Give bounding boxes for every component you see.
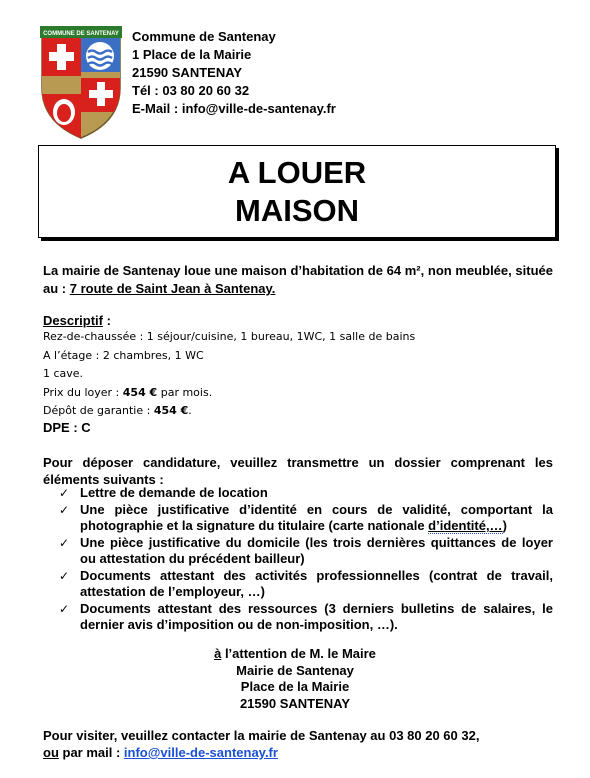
desc-rent: Prix du loyer : 454 € par mois. [43,385,213,399]
dpe-rating: DPE : C [43,420,91,435]
descriptif-heading: Descriptif : [43,313,111,328]
title-line-2: MAISON [235,193,359,228]
intro-paragraph [43,262,553,298]
desc-ground-floor: Rez-de-chaussée : 1 séjour/cuisine, 1 bureau, 1WC, 1 salle de bains [43,330,416,343]
address-line: Commune de Santenay [132,29,276,44]
address-email: E-Mail : info@ville-de-santenay.fr [132,101,336,116]
attention-address-block: à l’attention de M. le Maire Mairie de Santenay Place de la Mairie 21590 SANTENAY [214,646,376,711]
list-item: ✓ Une pièce justificative d’identité en cours de validité, comportant la photographie et la signature du titulaire (carte nationale d’identité,…) [59,501,553,533]
desc-cellar: 1 cave. [43,367,84,380]
crest-banner-text: COMMUNE DE SANTENAY [43,31,119,37]
list-item: ✓ Une pièce justificative du domicile (les trois dernières quittances de loyer ou attestation du précédent bailleur) [59,534,553,566]
descriptif-list [43,328,415,421]
desc-upstairs: A l’étage : 2 chambres, 1 WC [43,348,204,362]
email-link[interactable]: info@ville-de-santenay.fr [123,745,278,760]
checkmark-icon: ✓ [59,486,70,500]
title-box [38,145,556,238]
list-item: ✓ Documents attestant des activités professionnelles (contrat de travail, attestation de l’employeur, …) [59,567,553,599]
identity-link-text: d’identité,… [428,518,503,533]
list-item: ✓ Lettre de demande de location [59,485,268,500]
mairie-address-block [132,28,336,118]
deposit-value: 454 € [153,404,189,417]
address-line: 1 Place de la Mairie [132,47,252,62]
address-line: 21590 SANTENAY [132,65,243,80]
property-location: 7 route de Saint Jean à Santenay. [69,281,276,296]
checkmark-icon: ✓ [59,535,70,550]
rent-value: 454 € [122,385,158,399]
list-item: ✓ Documents attestant des ressources (3 derniers bulletins de salaires, le dernier avis d’imposition ou de non-imposition, …). [59,600,553,632]
checkmark-icon: ✓ [59,568,70,583]
required-documents-list [59,485,553,634]
candidature-intro: Pour déposer candidature, veuillez transmettre un dossier comprenant les éléments suivants : [43,455,553,487]
coat-of-arms-logo [38,22,124,140]
desc-deposit: Dépôt de garantie : 454 €. [43,404,192,417]
address-phone: Tél : 03 80 20 60 32 [132,83,250,98]
checkmark-icon: ✓ [59,502,70,517]
intro-text: La mairie de Santenay loue une maison d’habitation de 64 m², non meublée, située au : [43,263,553,296]
checkmark-icon: ✓ [59,601,70,616]
title-line-1: A LOUER [227,155,367,190]
visit-contact-paragraph: Pour visiter, veuillez contacter la mairie de Santenay au 03 80 20 60 32, ou par mail : info@ville-de-santenay.fr [43,728,480,760]
